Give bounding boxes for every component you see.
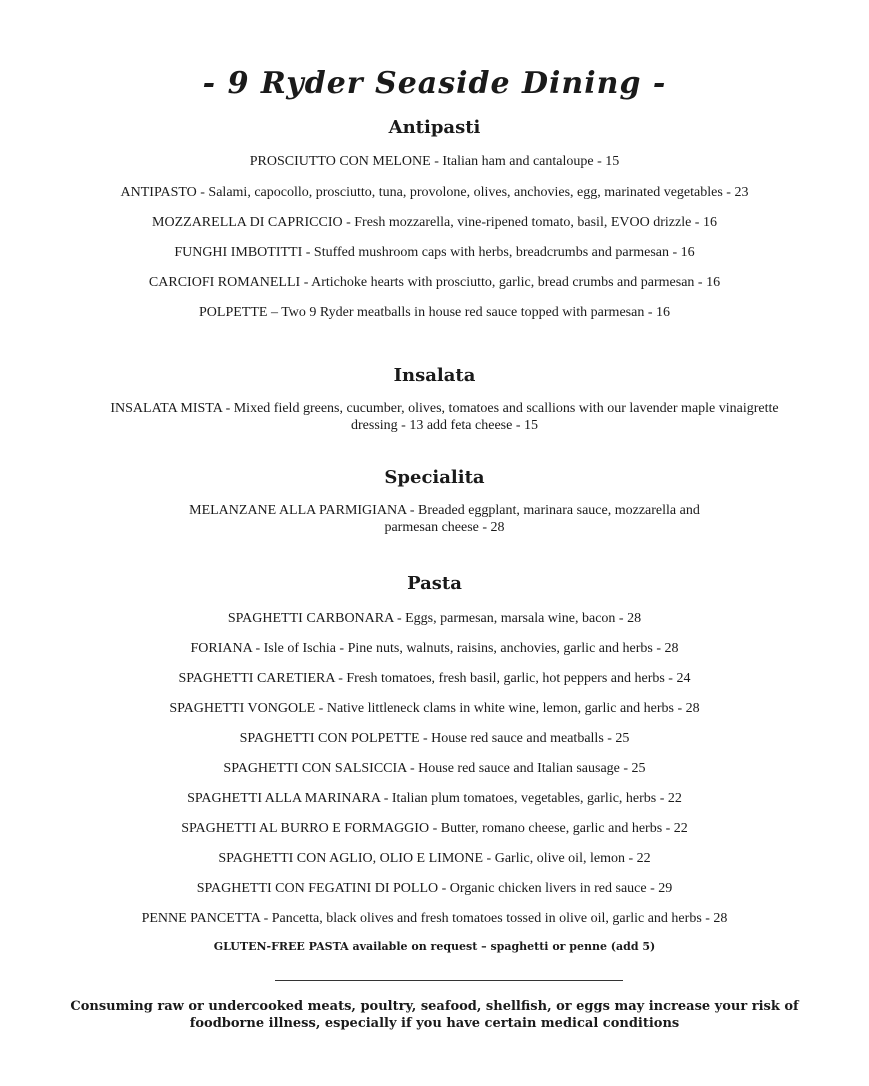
menu-item: SPAGHETTI CON AGLIO, OLIO E LIMONE - Garlic, olive oil, lemon - 22	[218, 851, 651, 866]
menu-item: CARCIOFI ROMANELLI - Artichoke hearts with prosciutto, garlic, bread crumbs and parmesan - 16	[148, 275, 721, 290]
section-heading-antipasti: Antipasti	[388, 117, 481, 138]
menu-item: SPAGHETTI CON SALSICCIA - House red sauce and Italian sausage - 25	[223, 761, 646, 776]
menu-item: SPAGHETTI AL BURRO E FORMAGGIO - Butter, romano cheese, garlic and herbs - 22	[181, 821, 688, 836]
menu-item: PROSCIUTTO CON MELONE - Italian ham and cantaloupe - 15	[249, 154, 620, 169]
section-heading-insalata: Insalata	[393, 365, 476, 386]
menu-item: FORIANA - Isle of Ischia - Pine nuts, walnuts, raisins, anchovies, garlic and herbs - 28	[190, 641, 679, 656]
menu-item: FUNGHI IMBOTITTI - Stuffed mushroom caps with herbs, breadcrumbs and parmesan - 16	[174, 245, 695, 260]
menu-item: PENNE PANCETTA - Pancetta, black olives and fresh tomatoes tossed in olive oil, garlic and herbs - 28	[141, 911, 728, 926]
menu-item: MOZZARELLA DI CAPRICCIO - Fresh mozzarella, vine-ripened tomato, basil, EVOO drizzle - 16	[152, 215, 717, 230]
menu-item: INSALATA MISTA - Mixed field greens, cucumber, olives, tomatoes and scallions with our lavender maple vinaigrette dressing - 13 add feta cheese - 15	[110, 401, 779, 433]
menu-item: SPAGHETTI CARETIERA - Fresh tomatoes, fresh basil, garlic, hot peppers and herbs - 24	[178, 671, 691, 686]
menu-item: ANTIPASTO - Salami, capocollo, prosciutto, tuna, provolone, olives, anchovies, egg, marinated vegetables - 23	[120, 185, 749, 200]
menu-item: SPAGHETTI VONGOLE - Native littleneck clams in white wine, lemon, garlic and herbs - 28	[169, 701, 700, 716]
menu-item: POLPETTE – Two 9 Ryder meatballs in house red sauce topped with parmesan - 16	[199, 305, 670, 320]
menu-item: SPAGHETTI CON FEGATINI DI POLLO - Organic chicken livers in red sauce - 29	[196, 881, 673, 896]
health-warning: Consuming raw or undercooked meats, poultry, seafood, shellfish, or eggs may increase your risk of foodborne illness, especially if you have certain medical conditions	[70, 999, 799, 1031]
menu-item: SPAGHETTI ALLA MARINARA - Italian plum tomatoes, vegetables, garlic, herbs - 22	[187, 791, 682, 806]
menu-item: SPAGHETTI CARBONARA - Eggs, parmesan, marsala wine, bacon - 28	[227, 611, 642, 626]
section-heading-specialita: Specialita	[384, 467, 485, 488]
divider	[275, 980, 623, 981]
restaurant-title: - 9 Ryder Seaside Dining -	[202, 66, 667, 101]
menu-item: SPAGHETTI CON POLPETTE - House red sauce and meatballs - 25	[239, 731, 630, 746]
gluten-free-note: GLUTEN-FREE PASTA available on request – spaghetti or penne (add 5)	[213, 940, 656, 953]
menu-item: MELANZANE ALLA PARMIGIANA - Breaded eggplant, marinara sauce, mozzarella and parmesan cheese - 28	[189, 503, 700, 535]
section-heading-pasta: Pasta	[407, 573, 462, 594]
